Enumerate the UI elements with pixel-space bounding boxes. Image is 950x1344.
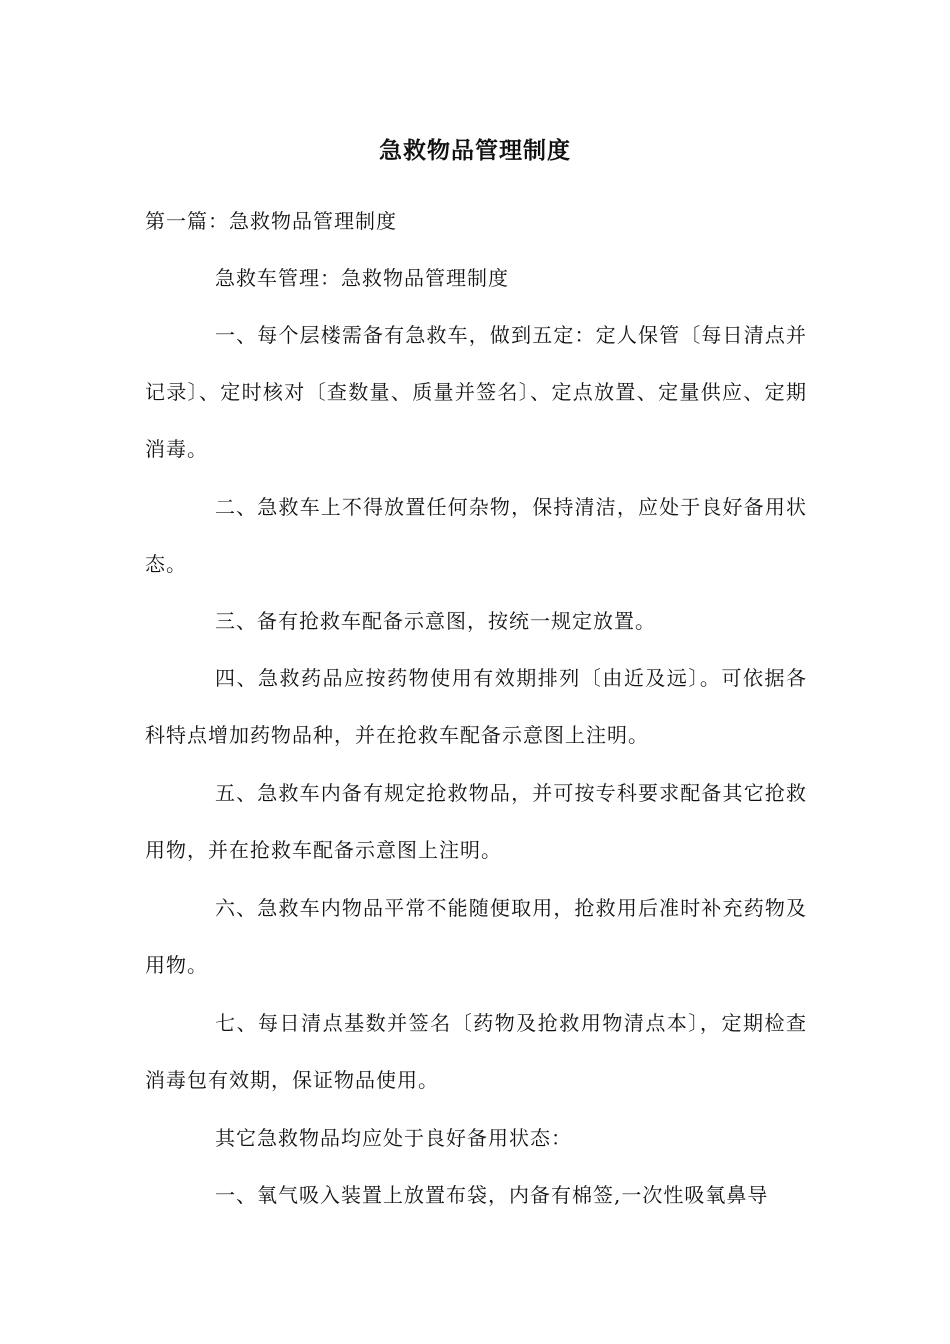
section-heading: 第一篇：急救物品管理制度: [145, 209, 397, 233]
rule-paragraph: 六、急救车内物品平常不能随便取用，抢救用后准时补充药物及用物。: [145, 896, 807, 977]
rule-paragraph: 三、备有抢救车配备示意图，按统一规定放置。: [215, 609, 656, 633]
rule-paragraph: 一、每个层楼需备有急救车，做到五定：定人保管〔每日清点并记录〕、定时核对〔查数量、质量并签名〕、定点放置、定量供应、定期消毒。: [145, 323, 807, 461]
other-items-heading: 其它急救物品均应处于良好备用状态：: [215, 1126, 572, 1150]
other-item-paragraph: 一、氧气吸入装置上放置布袋，内备有棉签,一次性吸氧鼻导: [215, 1183, 769, 1207]
rule-paragraph: 四、急救药品应按药物使用有效期排列〔由近及远〕。可依据各科特点增加药物品种，并在抢救车配备示意图上注明。: [145, 666, 807, 747]
document-title: 急救物品管理制度: [379, 137, 571, 164]
subheading: 急救车管理：急救物品管理制度: [215, 266, 509, 290]
rule-paragraph: 二、急救车上不得放置任何杂物，保持清洁，应处于良好备用状态。: [145, 495, 807, 576]
rule-paragraph: 五、急救车内备有规定抢救物品，并可按专科要求配备其它抢救用物，并在抢救车配备示意图上注明。: [145, 781, 807, 862]
rule-paragraph: 七、每日清点基数并签名〔药物及抢救用物清点本〕，定期检查消毒包有效期，保证物品使用。: [145, 1011, 807, 1092]
